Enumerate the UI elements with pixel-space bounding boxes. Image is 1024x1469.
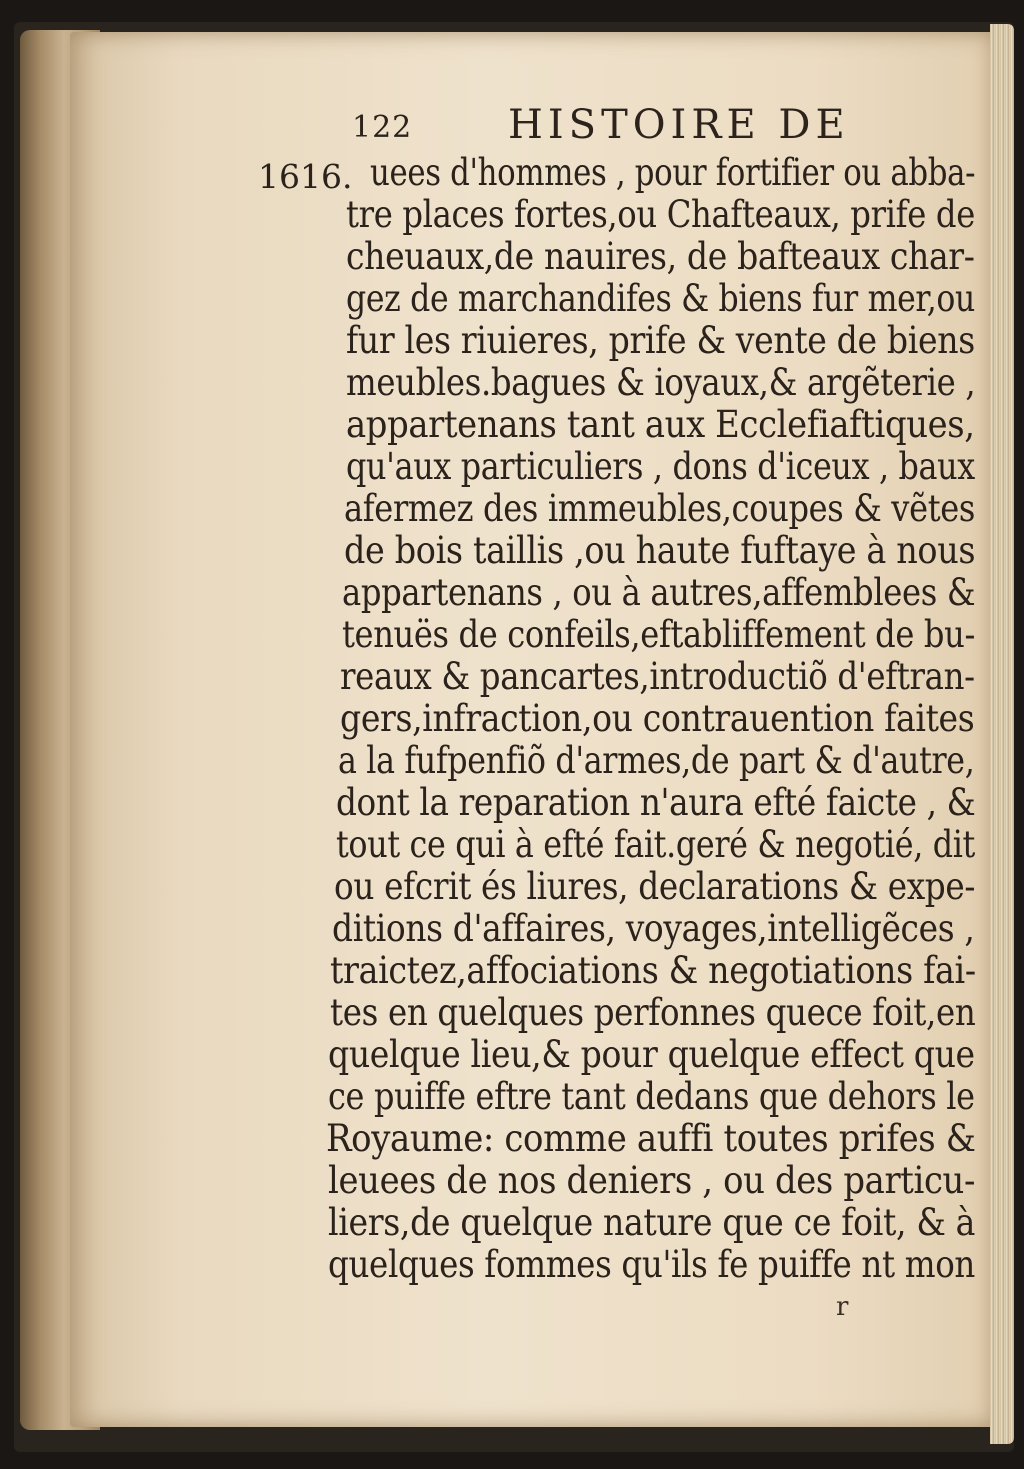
text-line: reaux & pancartes,introductiõ d'eftran- (340, 655, 975, 698)
text-line: quelques fommes qu'ils fe puiffe nt mon (328, 1243, 976, 1286)
margin-year: 1616. (258, 157, 353, 196)
text-line: qu'aux particuliers , dons d'iceux , baux (346, 445, 975, 488)
text-line: de bois taillis ,ou haute fuftaye à nous (344, 529, 976, 572)
text-line: fur les riuieres, prife & vente de biens (346, 319, 975, 362)
text-line: tre places fortes,ou Chafteaux, prife de (346, 193, 975, 236)
text-line: leuees de nos deniers , ou des particu- (328, 1159, 976, 1202)
page-number: 122 (352, 110, 413, 145)
text-line: gez de marchandifes & biens fur mer,ou (346, 277, 975, 320)
text-line: dont la reparation n'aura efté faicte , & (336, 781, 976, 824)
text-line: afermez des immeubles,coupes & vẽtes (344, 487, 976, 530)
text-line: gers,infraction,ou contrauention faites (340, 697, 975, 740)
text-line: tout ce qui à efté fait.geré & negotié, dit (336, 823, 975, 866)
text-line: ce puiffe eftre tant dedans que dehors le (328, 1075, 975, 1118)
text-line: uees d'hommes , pour fortifier ou abba- (370, 151, 976, 194)
text-line: Royaume: comme auffi toutes prifes & (326, 1117, 976, 1160)
text-line: a la fufpenfiõ d'armes,de part & d'autre, (338, 739, 975, 782)
catchword: r (836, 1292, 849, 1322)
text-line: cheuaux,de nauires, de bafteaux char- (346, 235, 975, 278)
text-line: tenuës de confeils,eftabliffement de bu- (342, 613, 975, 656)
text-line: ditions d'affaires, voyages,intelligẽces , (332, 907, 975, 950)
fore-edge (990, 24, 1014, 1444)
text-line: appartenans , ou à autres,affemblees & (342, 571, 976, 614)
running-title: HISTOIRE DE (508, 102, 850, 148)
text-line: appartenans tant aux Ecclefiaftiques, (346, 403, 975, 446)
text-line: traictez,affociations & negotiations fai- (330, 949, 976, 992)
text-line: ou efcrit és liures, declarations & expe- (334, 865, 976, 908)
text-line: quelque lieu,& pour quelque effect que (328, 1033, 975, 1076)
text-line: liers,de quelque nature que ce foit, & à (328, 1201, 976, 1244)
text-line: tes en quelques perfonnes quece foit,en (330, 991, 976, 1034)
text-line: meubles.bagues & ioyaux,& argẽterie , (346, 361, 976, 404)
